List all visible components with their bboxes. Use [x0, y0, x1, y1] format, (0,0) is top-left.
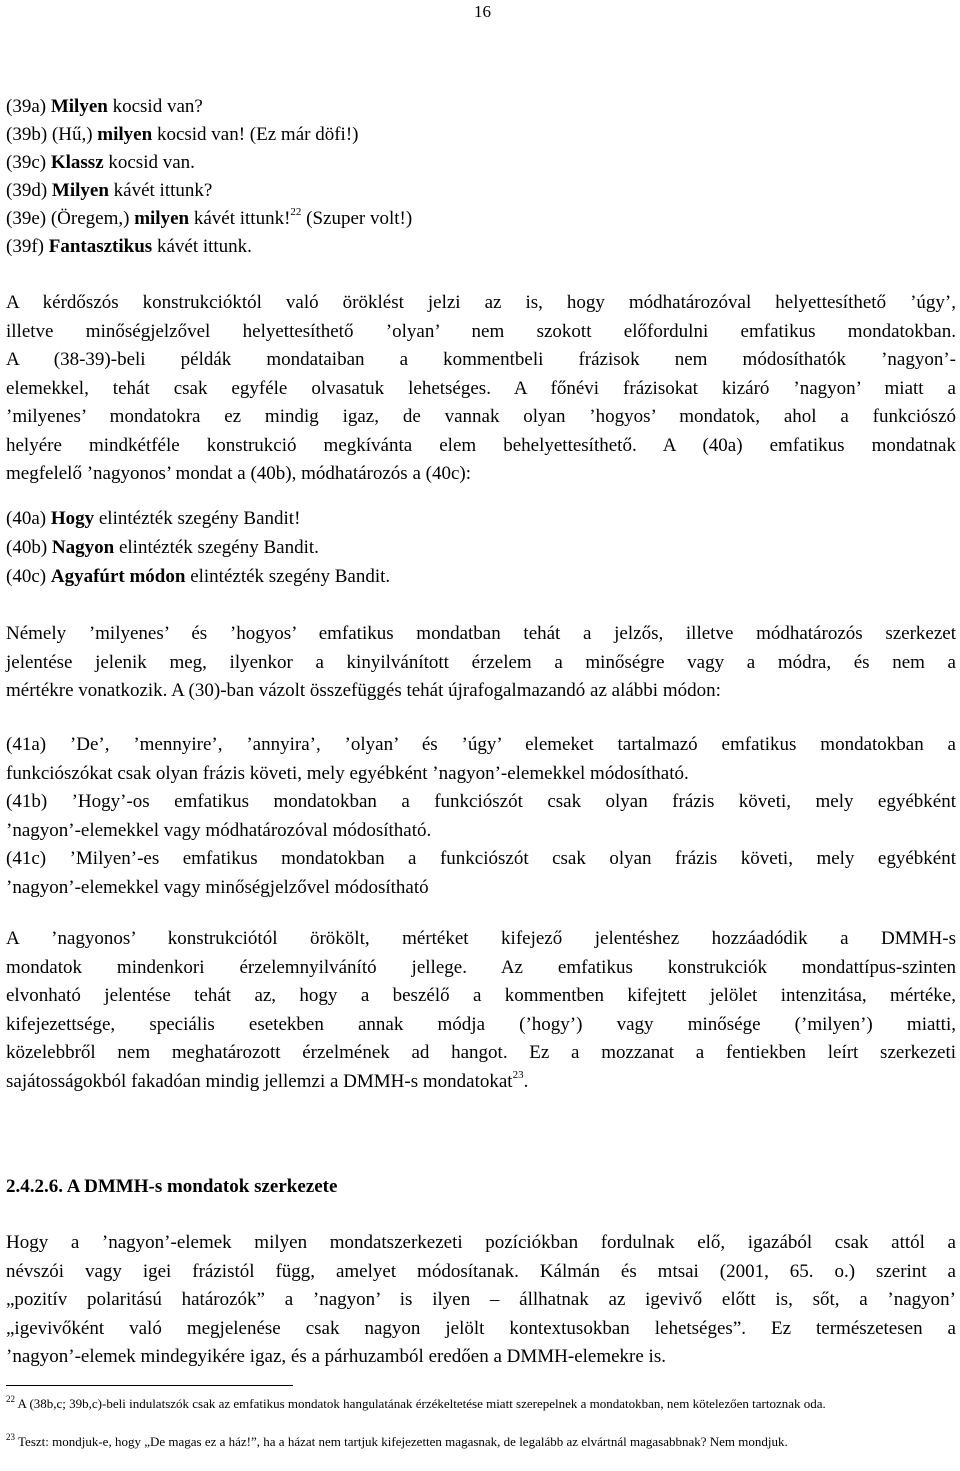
footnote-ref-22: 22 [290, 206, 302, 218]
example-40c: (40c) Agyafúrt módon elintézték szegény Bandit. [6, 566, 391, 587]
footnote-divider [6, 1385, 293, 1386]
footnote-ref-23: 23 [512, 1068, 524, 1081]
page-number: 16 [474, 2, 491, 21]
example-39f: (39f) Fantasztikus kávét ittunk. [6, 236, 252, 257]
example-40a: (40a) Hogy elintézték szegény Bandit! [6, 508, 301, 529]
example-40b: (40b) Nagyon elintézték szegény Bandit. [6, 537, 319, 558]
paragraph-5: Hogy a ’nagyon’-elemek milyen mondatszerkezeti pozíciókban fordulnak elő, igazából csak attól a névszói vagy igei frázistól függ, amelyet módosítanak. Kálmán és mtsai (2001, 65. o.) szerint a „pozitív polaritású határozók” a ’nagyon’ is ilyen – állhatnak az igevivő előtt is, sőt, a ’nagyon’ „igevivőként való megjelenése csak nagyon jelölt kontextusokban lehetséges”. Ez természetesen a ’nagyon’-elemek mindegyikére igaz, és a párhuzamból eredően a DMMH-elemekre is. [6, 1232, 956, 1367]
example-39e: (39e) (Öregem,) milyen kávét ittunk!$^{22}$ (Szuper volt!) [6, 206, 413, 229]
rules-41: (41a) ’De’, ’mennyire’, ’annyira’, ’olyan’ és ’úgy’ elemeket tartalmazó emfatikus mondatokban a funkciószókat csak olyan frázis követi, mely egyébként ’nagyon’-elemekkel módosítható. (41b) ’Hogy’-os emfatikus mondatokban a funkciószót csak olyan frázis követi, mely egyébként ’nagyon’-elemekkel vagy módhatározóval módosítható. (41c) ’Milyen’-es emfatikus mondatokban a funkciószót csak olyan frázis követi, mely egyébként ’nagyon’-elemekkel vagy minőségjelzővel módosítható [6, 734, 956, 898]
paragraph-2: Némely ’milyenes’ és ’hogyos’ emfatikus mondatban tehát a jelzős, illetve módhatározós szerkezet jelentése jelenik meg, ilyenkor a kinyilvánított érzelem a minőségre vagy a módra, és nem a mértékre vonatkozik. A (30)-ban vázolt összefüggés tehát újrafogalmazandó az alábbi módon: [6, 623, 956, 701]
section-heading: 2.4.2.6. A DMMH-s mondatok szerkezete [6, 1176, 338, 1197]
example-39c: (39c) Klassz kocsid van. [6, 152, 195, 173]
footnote-23: $^{23}$ Teszt: mondjuk-e, hogy „De magas ez a ház!”, ha a házat nem tartjuk kifejezetten magasnak, de legalább az elvártnál magasabbnak? Nem mondjuk. [6, 1432, 788, 1449]
example-39a: (39a) Milyen kocsid van? [6, 96, 203, 117]
paragraph-1: A kérdőszós konstrukcióktól való öröklést jelzi az is, hogy módhatározóval helyettesíthető ’úgy’, illetve minőségjelzővel helyettesíthető ’olyan’ nem szokott előfordulni emfatikus mondatokban. A (38-39)-beli példák mondataiban a kommentbeli frázisok nem módosíthatók ’nagyon’- elemekkel, tehát csak egyféle olvasatuk lehetséges. A főnévi frázisokat kizáró ’nagyon’ miatt a ’milyenes’ mondatokra ez mindig igaz, de vannak olyan ’hogyos’ mondatok, ahol a funkciószó helyére mindkétféle konstrukció megkívánta elem behelyettesíthető. A (40a) emfatikus mondatnak megfelelő ’nagyonos’ mondat a (40b), módhatározós a (40c): [6, 292, 956, 484]
footnote-22: $^{22}$ A (38b,c; 39b,c)-beli indulatszók csak az emfatikus mondatok hangulatának érzékeltetése miatt szerepelnek a mondatokban, nem kötelezően tartoznak oda. [6, 1394, 826, 1411]
example-39d: (39d) Milyen kávét ittunk? [6, 180, 213, 201]
paragraph-4: A ’nagyonos’ konstrukciótól örökölt, mértéket kifejező jelentéshez hozzáadódik a DMMH-s mondatok mindenkori érzelemnyilvánító jellege. Az emfatikus konstrukciók mondattípus-szinten elvonható jelentése tehát az, hogy a beszélő a kommentben kifejtett jelölet intenzitása, mértéke, kifejezettsége, speciális esetekben annak módja (’hogy’) vagy minősége (’milyen’) miatti, közelebbről nem meghatározott érzelmének ad hangot. Ez a mozzanat a fentiekben leírt szerkezeti sajátosságokból fakadóan mindig jellemzi a DMMH-s mondatokat$^{23}$. [6, 928, 956, 1092]
example-39b: (39b) (Hű,) milyen kocsid van! (Ez már döfi!) [6, 124, 359, 145]
